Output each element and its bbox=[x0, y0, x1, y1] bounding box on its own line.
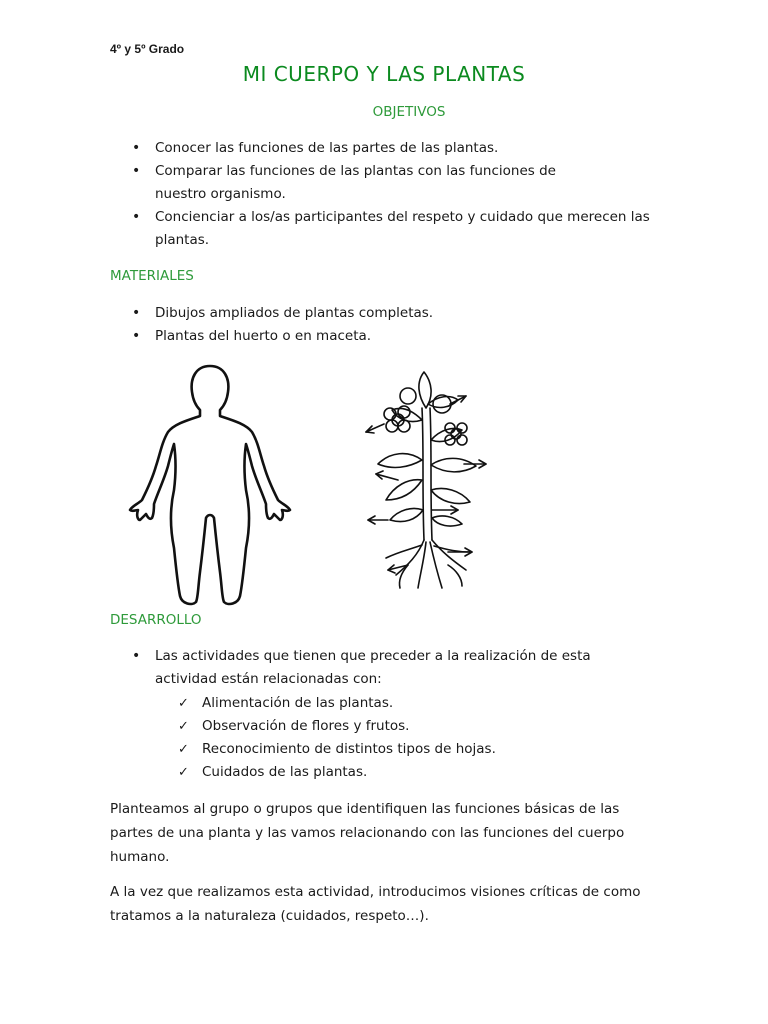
page-title: MI CUERPO Y LAS PLANTAS bbox=[242, 62, 526, 86]
plant-illustration bbox=[338, 360, 513, 595]
list-item: • Conocer las funciones de las partes de las plantas. bbox=[110, 137, 670, 160]
check-item: ✓ Reconocimiento de distintos tipos de hojas. bbox=[178, 738, 496, 761]
human-body-illustration bbox=[108, 358, 313, 608]
list-item: • Comparar las funciones de las plantas con las funciones de nuestro organismo. bbox=[110, 160, 670, 206]
objetivos-list bbox=[110, 137, 670, 252]
check-item: ✓ Cuidados de las plantas. bbox=[178, 761, 496, 784]
list-item: • Plantas del huerto o en maceta. bbox=[110, 325, 670, 348]
check-item: ✓ Alimentación de las plantas. bbox=[178, 692, 496, 715]
grade-label: 4º y 5º Grado bbox=[110, 42, 185, 56]
list-item: • Dibujos ampliados de plantas completas. bbox=[110, 302, 670, 325]
desarrollo-list bbox=[110, 645, 670, 691]
materiales-list bbox=[110, 302, 670, 348]
list-item: • Concienciar a los/as participantes del respeto y cuidado que merecen las plantas. bbox=[110, 206, 670, 252]
list-item: • Las actividades que tienen que preceder a la realización de esta actividad están relacionadas con: bbox=[110, 645, 670, 691]
materiales-heading: MATERIALES bbox=[110, 268, 194, 284]
objetivos-heading: OBJETIVOS bbox=[372, 104, 446, 120]
paragraph: A la vez que realizamos esta actividad, introducimos visiones críticas de como tratamos a la naturaleza (cuidados, respeto…). bbox=[110, 884, 641, 924]
paragraph: Planteamos al grupo o grupos que identifiquen las funciones básicas de las partes de una planta y las vamos relacionando con las funciones del cuerpo humano. bbox=[110, 801, 625, 865]
desarrollo-heading: DESARROLLO bbox=[110, 612, 202, 628]
desarrollo-checklist bbox=[178, 692, 496, 784]
check-item: ✓ Observación de flores y frutos. bbox=[178, 715, 496, 738]
